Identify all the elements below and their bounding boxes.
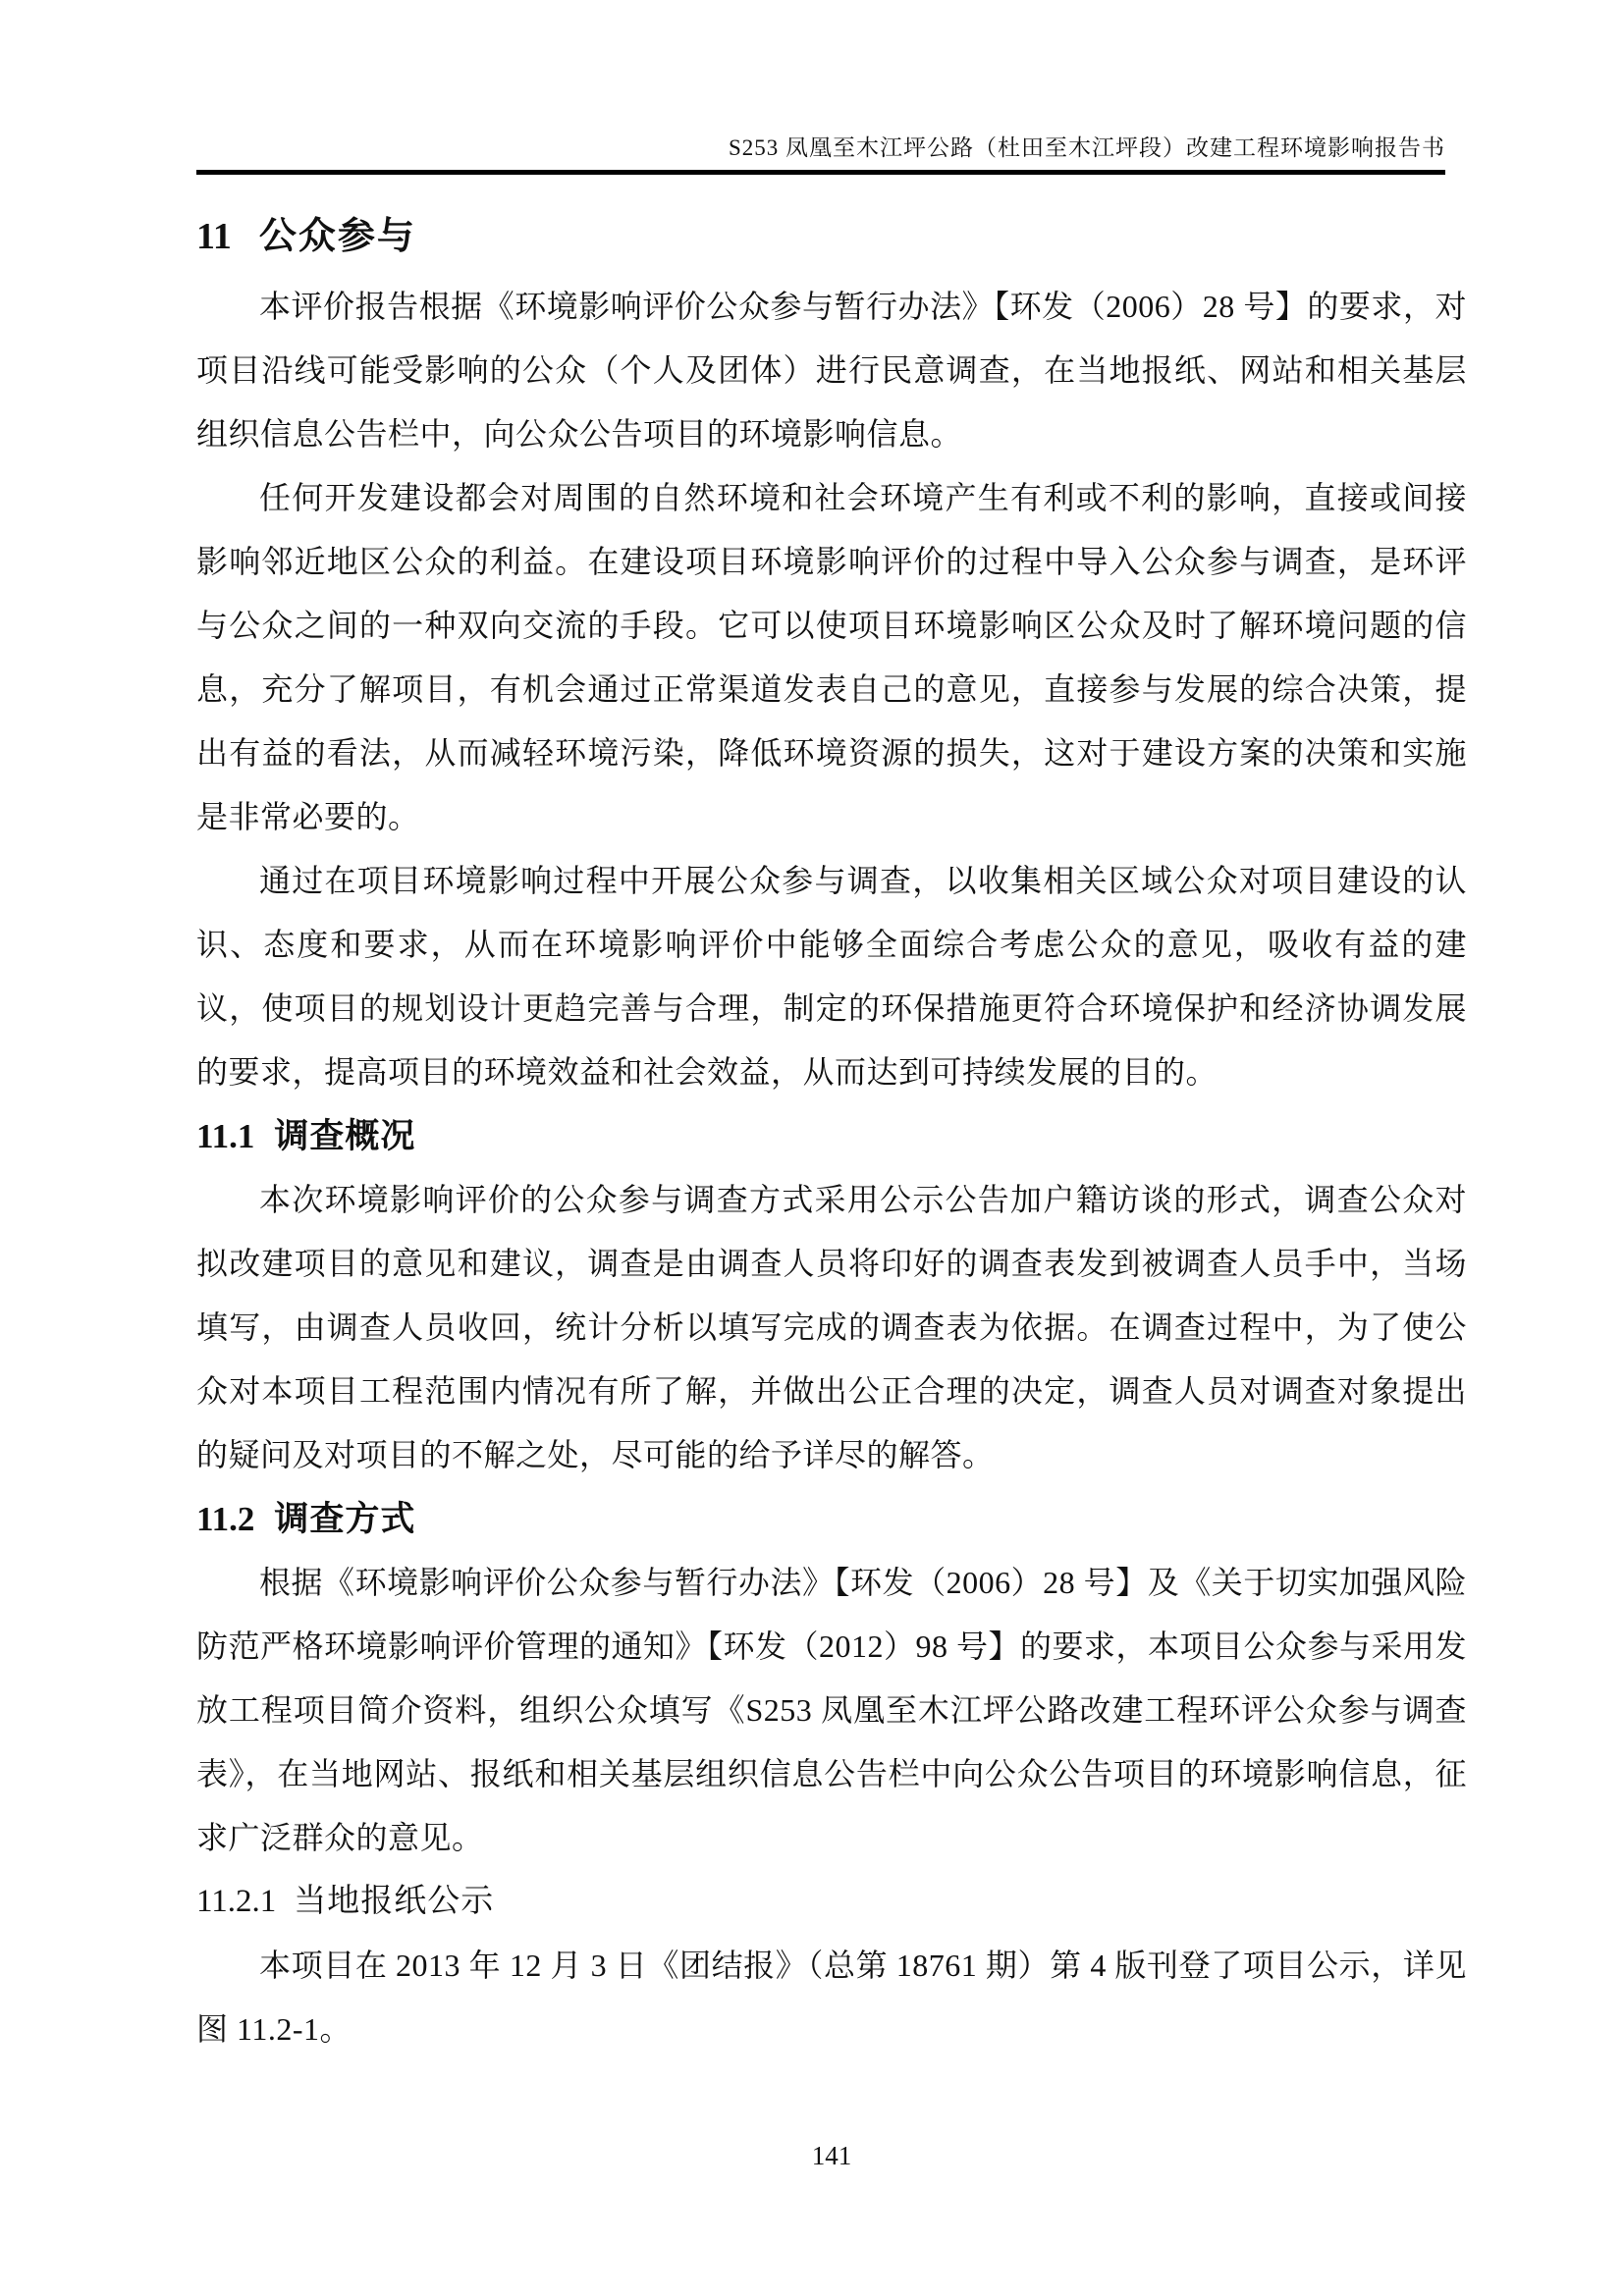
- chapter-number: 11: [196, 216, 232, 257]
- paragraph-intro-2: 任何开发建设都会对周围的自然环境和社会环境产生有利或不利的影响，直接或间接影响邻近地区公众的利益。在建设项目环境影响评价的过程中导入公众参与调查，是环评与公众之间的一种双向交流的手段。它可以使项目环境影响区公众及时了解环境问题的信息，充分了解项目，有机会通过正常渠道发表自己的意见，直接参与发展的综合决策，提出有益的看法，从而减轻环境污染，降低环境资源的损失，这对于建设方案的决策和实施是非常必要的。: [196, 480, 1467, 834]
- header-rule: [196, 170, 1445, 175]
- paragraph-intro-3: 通过在项目环境影响过程中开展公众参与调查，以收集相关区域公众对项目建设的认识、态度和要求，从而在环境影响评价中能够全面综合考虑公众的意见，吸收有益的建议，使项目的规划设计更趋完善与合理，制定的环保措施更符合环境保护和经济协调发展的要求，提高项目的环境效益和社会效益，从而达到可持续发展的目的。: [196, 863, 1467, 1090]
- paragraph-intro-1: 本评价报告根据《环境影响评价公众参与暂行办法》【环发（2006）28 号】的要求，对项目沿线可能受影响的公众（个人及团体）进行民意调查，在当地报纸、网站和相关基层组织信息公告栏中，向公众公告项目的环境影响信息。: [196, 289, 1467, 452]
- paragraph-11-2-1: 本项目在 2013 年 12 月 3 日《团结报》（总第 18761 期）第 4 版刊登了项目公示，详见图 11.2-1。: [196, 1948, 1467, 2047]
- section-11-2-1-title: 当地报纸公示: [294, 1884, 495, 1919]
- section-heading-11-1: [196, 1113, 1467, 1159]
- section-11-2-1-number: 11.2.1: [196, 1884, 277, 1919]
- section-heading-11-2: [196, 1496, 1467, 1542]
- section-11-1-title: 调查概况: [274, 1117, 416, 1155]
- chapter-title: 公众参与: [258, 216, 416, 257]
- paragraph-11-2: 根据《环境影响评价公众参与暂行办法》【环发（2006）28 号】及《关于切实加强风险防范严格环境影响评价管理的通知》【环发（2012）98 号】的要求，本项目公众参与采用发放工程项目简介资料，组织公众填写《S253 凤凰至木江坪公路改建工程环评公众参与调查表》，在当地网站、报纸和相关基层组织信息公告栏中向公众公告项目的环境影响信息，征求广泛群众的意见。: [196, 1565, 1468, 1855]
- section-11-2-number: 11.2: [196, 1500, 255, 1538]
- page-content: [196, 214, 1467, 2061]
- header-title: S253 凤凰至木江坪公路（杜田至木江坪段）改建工程环境影响报告书: [728, 135, 1445, 160]
- section-heading-11-2-1: [196, 1879, 1467, 1925]
- page-header: [196, 134, 1445, 162]
- page-number: 141: [811, 2141, 852, 2170]
- paragraph-11-1: 本次环境影响评价的公众参与调查方式采用公示公告加户籍访谈的形式，调查公众对拟改建项目的意见和建议，调查是由调查人员将印好的调查表发到被调查人员手中，当场填写，由调查人员收回，统计分析以填写完成的调查表为依据。在调查过程中，为了使公众对本项目工程范围内情况有所了解，并做出公正合理的决定，调查人员对调查对象提出的疑问及对项目的不解之处，尽可能的给予详尽的解答。: [196, 1182, 1467, 1472]
- section-11-2-title: 调查方式: [274, 1500, 416, 1538]
- chapter-heading: [196, 214, 1467, 259]
- section-11-1-number: 11.1: [196, 1117, 255, 1155]
